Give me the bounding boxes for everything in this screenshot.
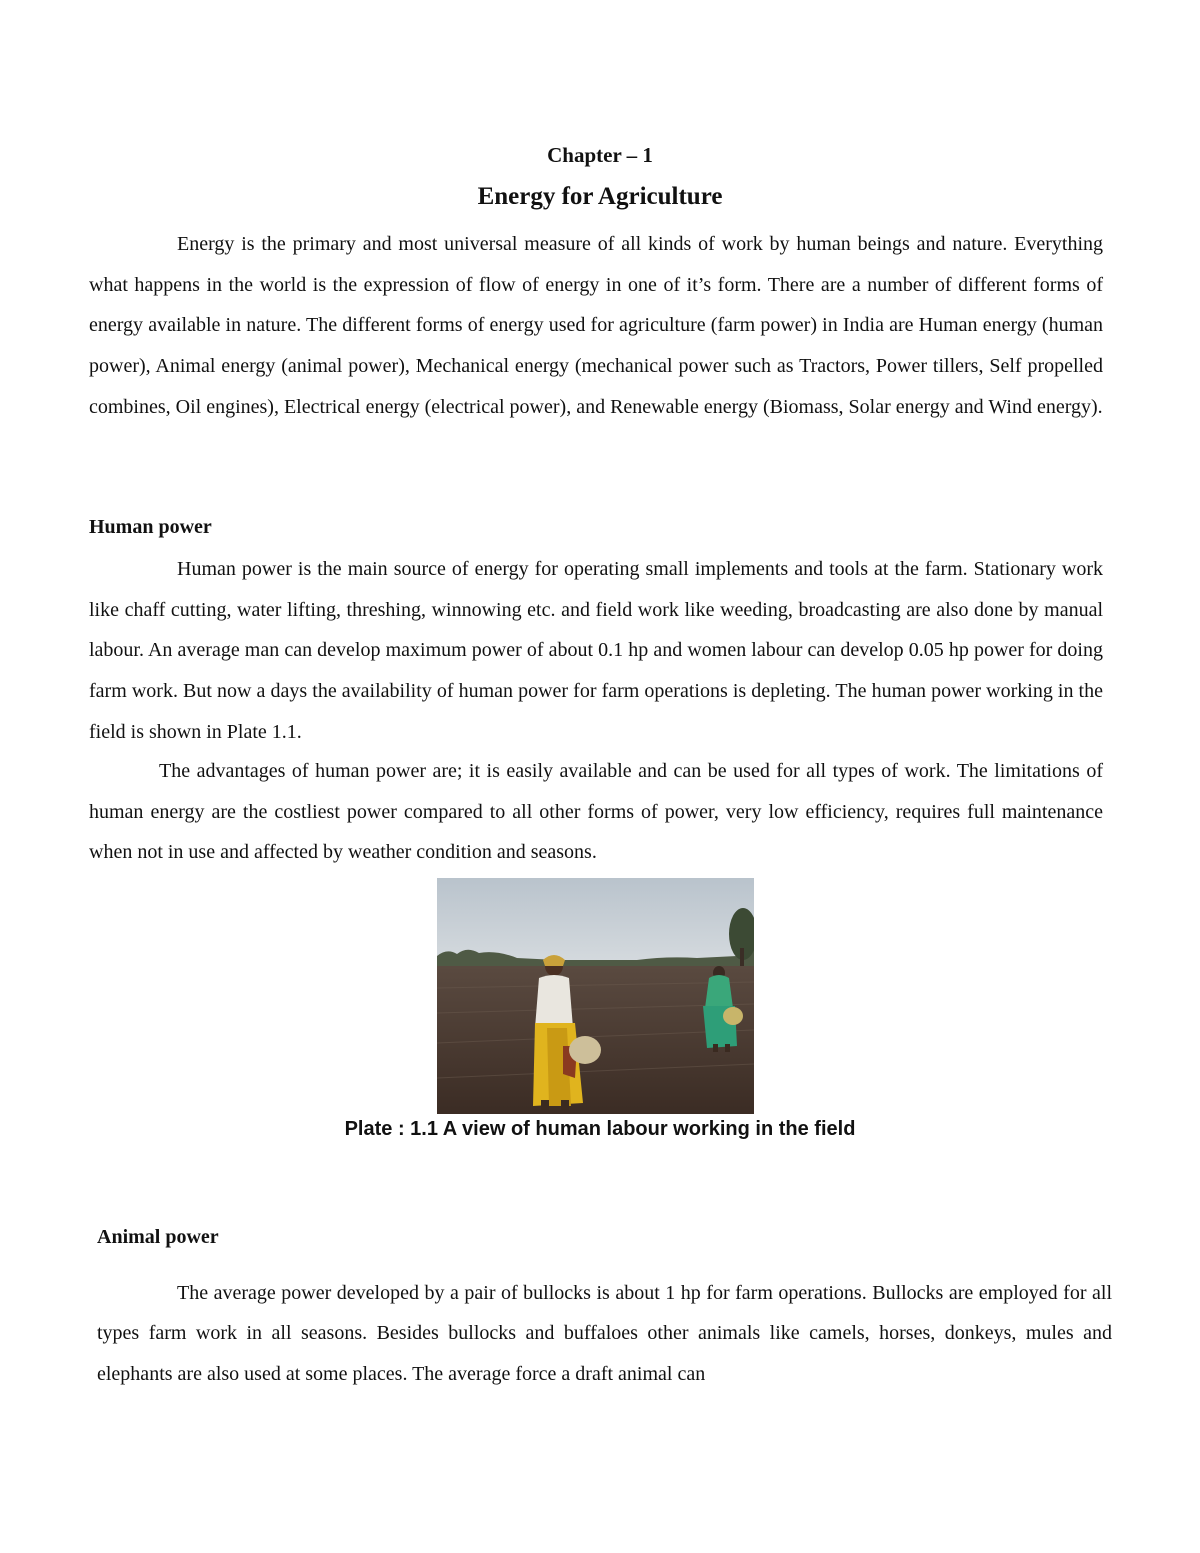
human-power-paragraph-1: Human power is the main source of energy for operating small implements and tools at the farm. Stationary work like chaff cutting, water lifting, threshing, winnowing etc. and field work like weeding, broadcasting are also done by manual labour. An average man can develop maximum power of about 0.1 hp and women labour can develop 0.05 hp power for doing farm work. But now a days the availability of human power for farm operations is depleting. The human power working in the field is shown in Plate 1.1. bbox=[89, 558, 1103, 743]
human-power-heading: Human power bbox=[89, 516, 212, 538]
human-power-paragraph-2: The advantages of human power are; it is easily available and can be used for all types of work. The limitations of human energy are the costliest power compared to all other forms of power, very low efficiency, requires full maintenance when not in use and affected by weather condition and seasons. bbox=[89, 760, 1103, 864]
animal-power-paragraph: The average power developed by a pair of bullocks is about 1 hp for farm operations. Bullocks are employed for all types farm work in all seasons. Besides bullocks and buffaloes other animals like camels, horses, donkeys, mules and elephants are also used at some places. The average force a draft animal can bbox=[97, 1282, 1112, 1385]
plate-caption: Plate : 1.1 A view of human labour working in the field bbox=[344, 1118, 856, 1140]
chapter-title: Energy for Agriculture bbox=[477, 183, 723, 210]
plate-photo-human-labour bbox=[437, 878, 754, 1114]
intro-paragraph: Energy is the primary and most universal measure of all kinds of work by human beings and nature. Everything what happens in the world is the expression of flow of energy in one of it’s form. There are a number of different forms of energy available in nature. The different forms of energy used for agriculture (farm power) in India are Human energy (human power), Animal energy (animal power), Mechanical energy (mechanical power such as Tractors, Power tillers, Self propelled combines, Oil engines), Electrical energy (electrical power), and Renewable energy (Biomass, Solar energy and Wind energy). bbox=[89, 233, 1103, 418]
chapter-label: Chapter – 1 bbox=[547, 143, 653, 167]
animal-power-heading: Animal power bbox=[97, 1226, 219, 1248]
